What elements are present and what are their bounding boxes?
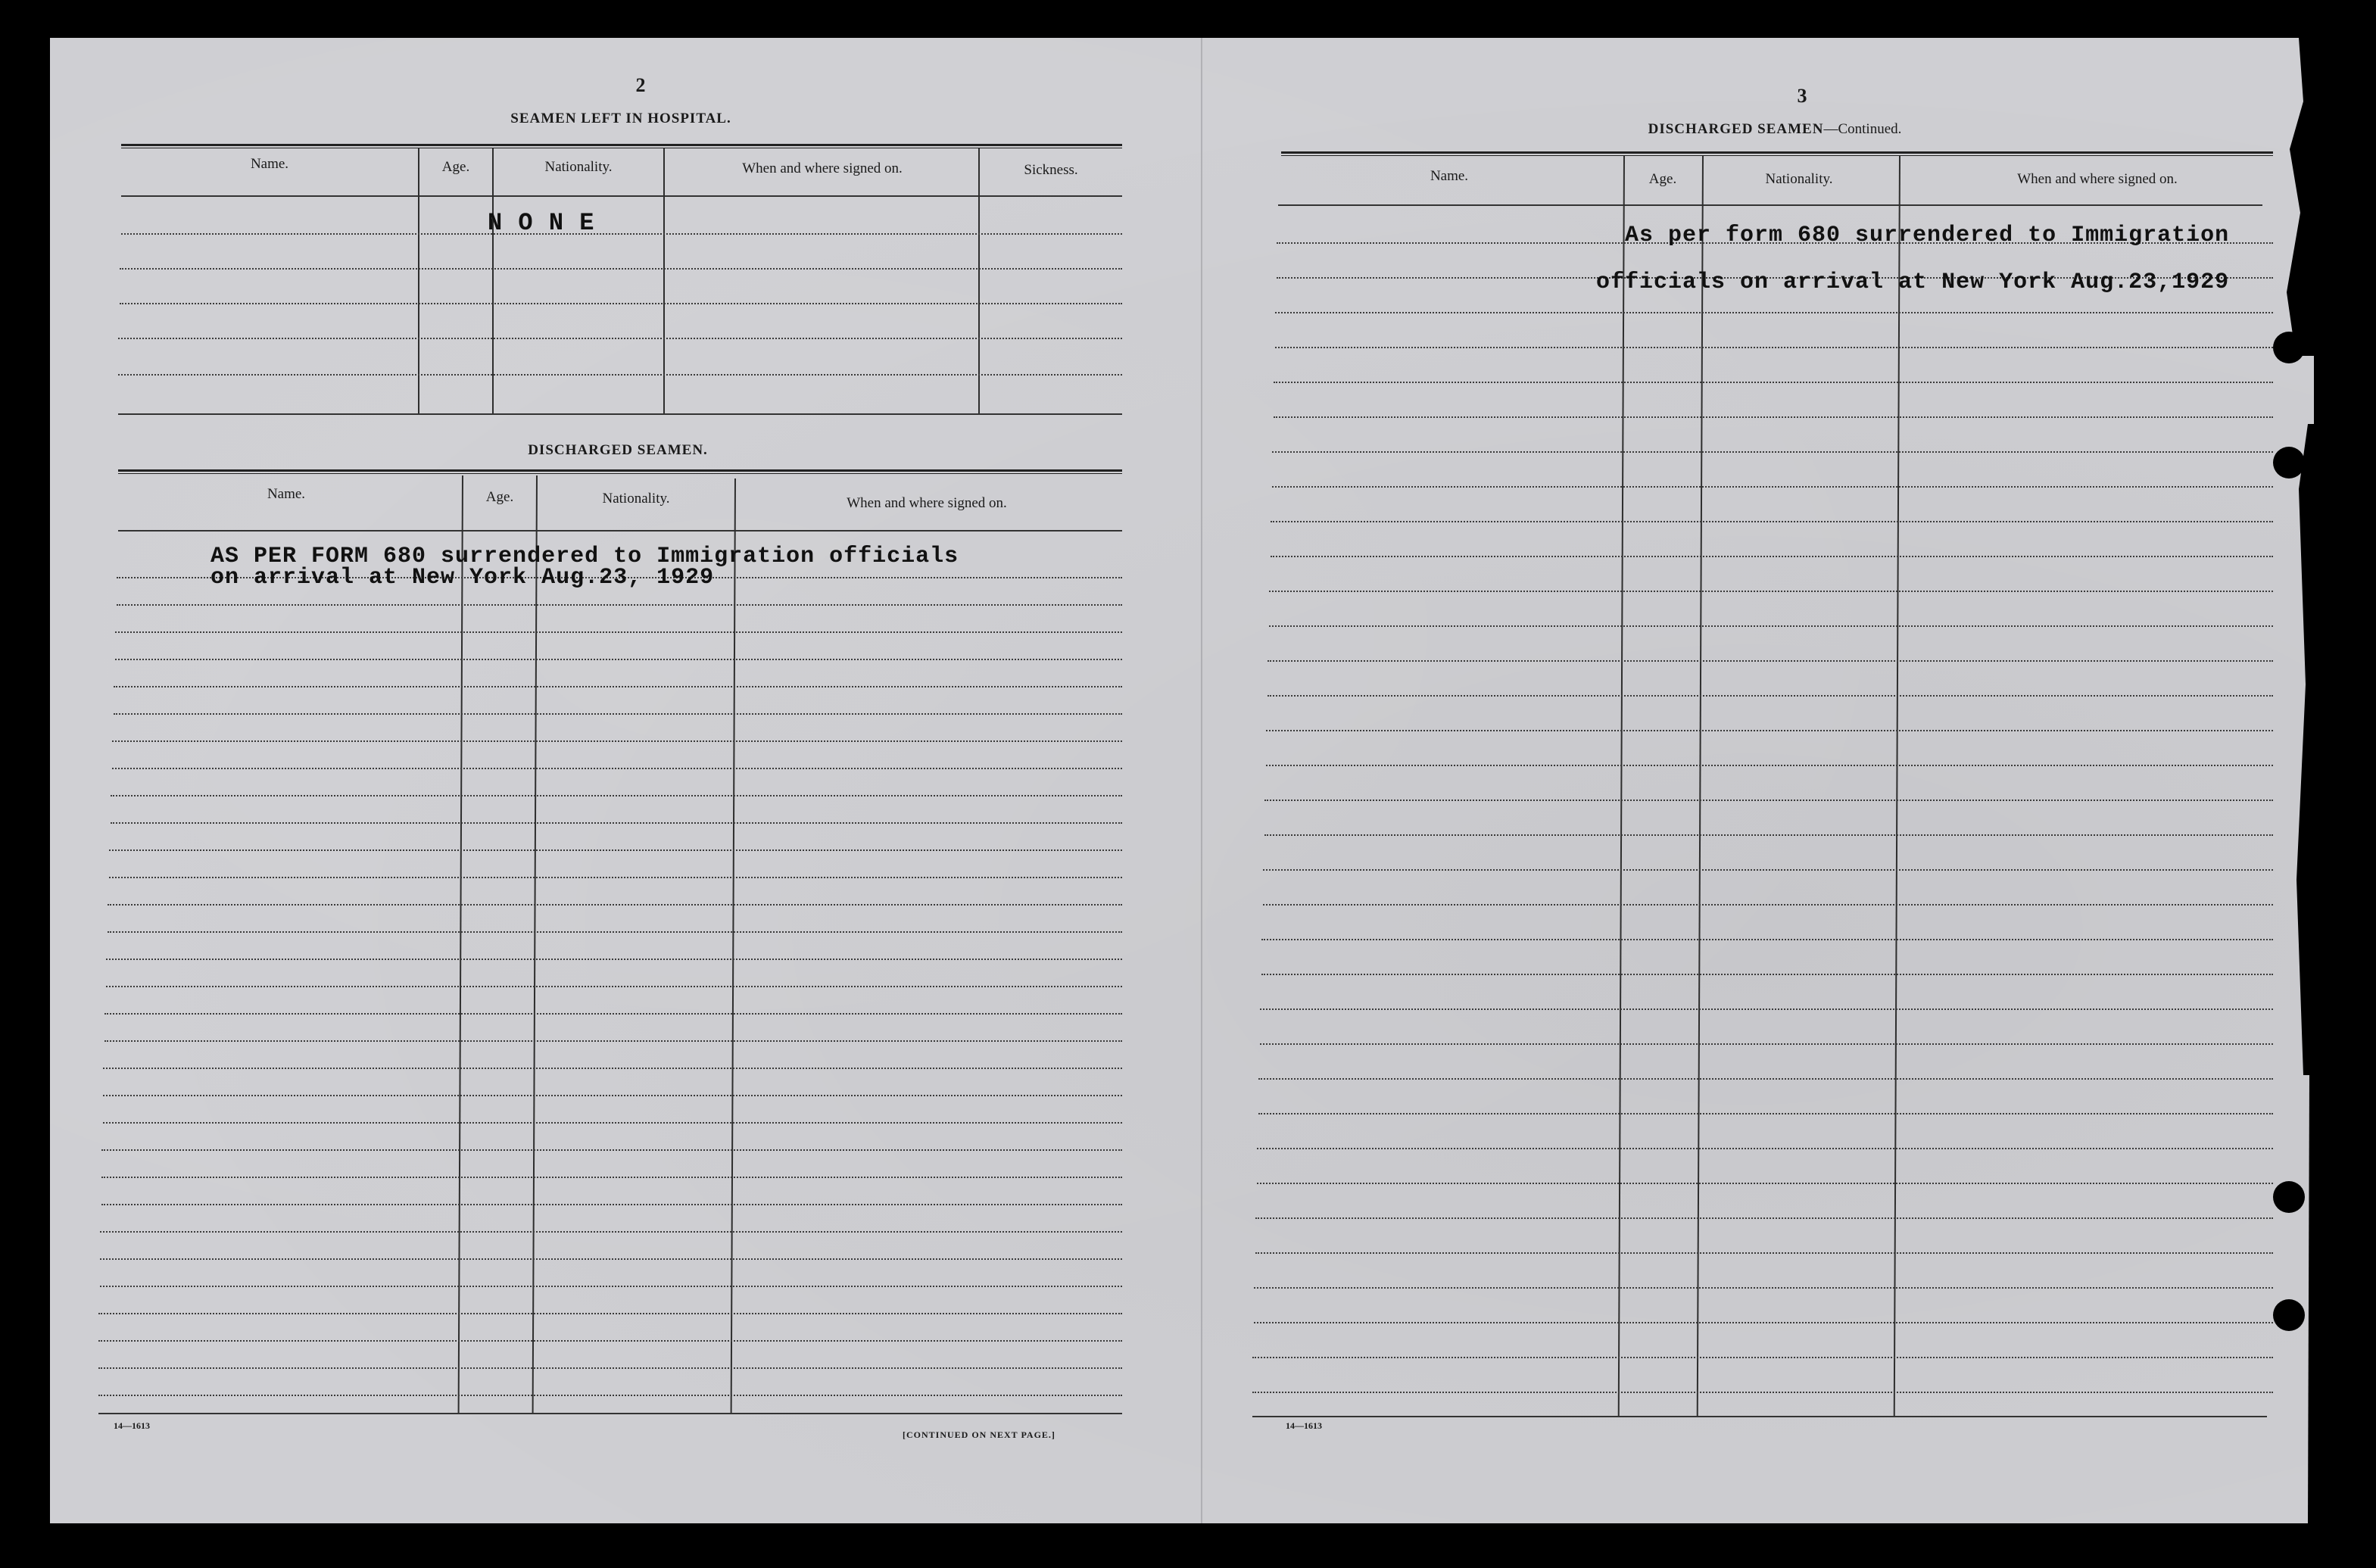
ruled-line (1268, 695, 2273, 697)
column-header: Name. (250, 156, 289, 172)
section-title-suffix: —Continued. (1823, 121, 1902, 137)
ruled-line (1268, 660, 2273, 662)
ruled-line (1258, 1078, 2273, 1080)
ruled-line (1264, 834, 2273, 836)
typed-entry-line: on arrival at New York Aug.23, 1929 (210, 565, 715, 591)
form-code: 14—1613 (1286, 1420, 1322, 1431)
page-number: 2 (635, 74, 646, 96)
column-header: Name. (267, 486, 306, 502)
column-header: Age. (441, 159, 470, 175)
section-title-discharged-continued (1648, 121, 1902, 138)
ruled-line (1254, 1322, 2273, 1323)
ruled-line (109, 877, 1122, 878)
page-number: 3 (1797, 85, 1807, 107)
ruled-line (1272, 486, 2273, 488)
punch-hole (2273, 332, 2305, 363)
ruled-line (1255, 1252, 2273, 1254)
ruled-line (1274, 416, 2273, 418)
section-title-discharged: DISCHARGED SEAMEN. (528, 442, 708, 458)
ruled-line (1252, 1357, 2273, 1358)
ruled-line (111, 795, 1122, 796)
ruled-line (98, 1313, 1122, 1314)
section-title-hospital: SEAMEN LEFT IN HOSPITAL. (510, 111, 731, 126)
ruled-line (1263, 904, 2273, 906)
ruled-line (1271, 521, 2273, 522)
column-header: Sickness. (1024, 162, 1078, 178)
ruled-line (120, 268, 1122, 270)
ruled-line (1261, 939, 2273, 940)
ruled-line (1266, 765, 2273, 766)
center-fold (1201, 38, 1202, 1523)
ruled-line (108, 904, 1122, 906)
column-header: Name. (1430, 168, 1469, 184)
punch-hole (2273, 1299, 2305, 1331)
ruled-line (1260, 1043, 2273, 1045)
column-header: Nationality. (1765, 171, 1833, 187)
ruled-line (100, 1286, 1122, 1287)
ruled-line (100, 1258, 1122, 1260)
form-code: 14—1613 (114, 1420, 150, 1431)
punch-hole (2273, 447, 2305, 479)
ruled-line (106, 986, 1122, 987)
typed-entry-none: N O N E (488, 209, 595, 237)
table-top-rule (118, 469, 1122, 474)
ruled-line (121, 233, 1122, 235)
ruled-line (103, 1122, 1122, 1124)
header-rule (121, 195, 1122, 197)
ruled-line (1275, 312, 2273, 313)
ruled-line (98, 1395, 1122, 1396)
ruled-line (103, 1095, 1122, 1096)
ruled-line (112, 740, 1122, 742)
header-rule (1278, 204, 2262, 206)
ruled-line (1260, 1008, 2273, 1010)
table-bottom-rule (118, 413, 1122, 415)
table-top-rule (121, 144, 1122, 148)
ruled-line (1275, 347, 2273, 348)
column-header: Nationality. (544, 159, 613, 175)
ruled-line (111, 822, 1122, 824)
ruled-line (101, 1149, 1122, 1151)
ruled-line (1264, 800, 2273, 801)
ruled-line (1272, 451, 2273, 453)
ruled-line (1271, 556, 2273, 557)
ruled-line (1252, 1392, 2273, 1393)
ruled-line (117, 604, 1122, 606)
typed-entry-line: AS PER FORM 680 surrendered to Immigration officials (210, 544, 959, 569)
table-top-rule (1281, 151, 2273, 156)
ruled-line (100, 1231, 1122, 1233)
ruled-line (112, 768, 1122, 769)
column-header: When and where signed on. (847, 495, 1007, 511)
ruled-line (1261, 974, 2273, 975)
ruled-line (101, 1204, 1122, 1205)
ruled-line (114, 686, 1122, 687)
ruled-line (114, 713, 1122, 715)
ruled-line (104, 1040, 1122, 1042)
ruled-line (106, 959, 1122, 960)
ruled-line (120, 303, 1122, 304)
ruled-line (1257, 1183, 2273, 1184)
ruled-line (1257, 1148, 2273, 1149)
paper-sheet (50, 38, 2314, 1523)
continued-note: [CONTINUED ON NEXT PAGE.] (903, 1429, 1055, 1440)
header-rule (118, 530, 1122, 531)
ruled-line (1263, 869, 2273, 871)
ruled-line (1254, 1287, 2273, 1289)
ruled-line (1266, 730, 2273, 731)
ruled-line (118, 338, 1122, 339)
typed-entry-line: officials on arrival at New York Aug.23,1929 (1596, 270, 2230, 295)
section-title-text: DISCHARGED SEAMEN (1648, 121, 1824, 137)
ruled-line (1274, 382, 2273, 383)
ruled-line (98, 1340, 1122, 1342)
ruled-line (1255, 1217, 2273, 1219)
column-header: Age. (485, 489, 514, 505)
table-bottom-rule (1252, 1416, 2267, 1417)
ruled-line (98, 1367, 1122, 1369)
ruled-line (101, 1177, 1122, 1178)
ruled-line (103, 1068, 1122, 1069)
column-header: Age. (1648, 171, 1677, 187)
ruled-line (104, 1013, 1122, 1015)
ruled-line (115, 659, 1122, 660)
punch-hole (2273, 1181, 2305, 1213)
ruled-line (1269, 625, 2273, 627)
table-bottom-rule (98, 1413, 1122, 1414)
ruled-line (109, 849, 1122, 851)
ruled-line (1258, 1113, 2273, 1114)
ruled-line (115, 631, 1122, 633)
ruled-line (1269, 591, 2273, 592)
ruled-line (118, 374, 1122, 376)
ruled-line (108, 931, 1122, 933)
typed-entry-line: As per form 680 surrendered to Immigration (1625, 223, 2230, 248)
column-header: Nationality. (602, 491, 670, 507)
column-header: When and where signed on. (742, 161, 903, 176)
column-header: When and where signed on. (2017, 171, 2178, 187)
